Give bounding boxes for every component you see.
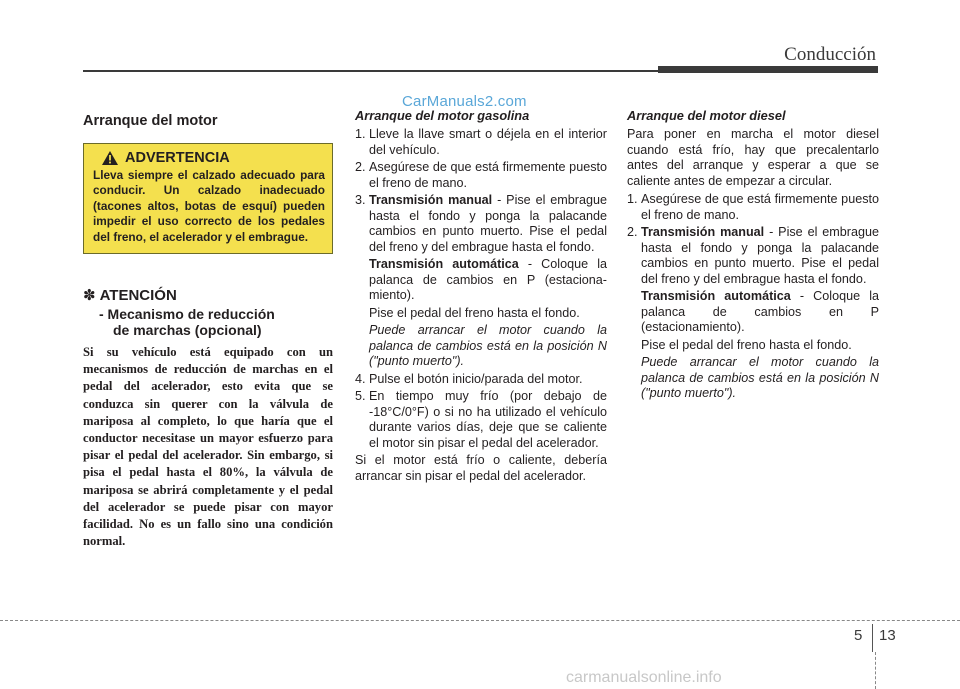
list-text [641,225,879,287]
list-text: Pulse el botón inicio/parada del motor. [369,371,583,386]
automatic-transmission-text: - Coloque la palanca de cambios en P (estacionamiento). [641,289,880,334]
attention-subtitle-line1: - Mecanismo de reducción [99,306,275,323]
list-text: Asegúrese de que está firmemente puesto el freno de mano. [641,192,879,222]
manual-transmission-label: Transmisión manual [641,225,765,239]
gasoline-start-title: Arranque del motor gasolina [355,108,530,123]
warning-box [83,143,333,254]
page-title: Arranque del motor [83,113,218,129]
watermark-bottom: carmanualsonline.info [566,669,722,686]
diesel-start-title: Arranque del motor diesel [627,108,786,123]
chapter-number: 5 [854,627,863,644]
list-text: Asegúrese de que está firmemente puesto el freno de mano. [369,160,607,190]
automatic-transmission-label: Transmisión automática [641,289,791,303]
watermark-top: CarManuals2.com [402,93,527,110]
neutral-note: Puede arrancar el motor cuando la palanca de cambios está en la posición N ("punto muerto"). [641,355,879,400]
automatic-transmission-text: - Coloque la palanca de cambios en P (estaciona-miento). [369,257,608,302]
header-rule [83,70,663,72]
list-number: 2. [627,225,638,239]
list-item [627,225,879,287]
list-item [355,193,607,255]
brake-instruction: Pise el pedal del freno hasta el fondo. [641,337,852,352]
cold-engine-paragraph: Si el motor está frío o caliente, debería arrancar sin pisar el pedal del acelerador. [355,453,607,483]
list-text: Lleve la llave smart o déjela en el interior del vehículo. [369,127,607,157]
list-item [627,192,879,223]
list-item [355,127,607,158]
list-number: 1. [627,192,638,206]
attention-heading [83,286,333,304]
list-item [355,372,607,388]
manual-transmission-label: Transmisión manual [369,193,493,207]
warning-text: Lleva siempre el calzado adecuado para conducir. Un calzado inadecuado (tacones altos, botas de esquí) pueden impedir el uso correcto de los pedales del freno, el acelerador y el embrague. [93,168,325,244]
list-text: En tiempo muy frío (por debajo de -18°C/0°F) o si no ha utilizado el vehículo durante varios días, deje que se caliente el motor sin pisar el pedal del acelerador. [369,389,607,450]
list-number: 2. [355,160,366,174]
list-number: 1. [355,127,366,141]
list-item [355,389,607,451]
warning-icon [101,150,119,166]
footer-rule [0,620,960,621]
automatic-transmission-paragraph [627,289,879,336]
attention-heading-text: ATENCIÓN [99,286,177,304]
list-number: 4. [355,371,366,386]
diesel-intro: Para poner en marcha el motor diesel cuando está frío, hay que precalentarlo antes del arranque y esperar a que se caliente antes de empezar a circular. [627,127,879,188]
list-text [369,193,607,255]
page-number-divider [872,624,873,652]
attention-body: Si su vehículo está equipado con un mecanismos de reducción de marchas en el pedal del acelerador, esto evita que se conduzca sin querer con la válvula de mariposa al completo, lo que haría que el conductor necesitase un mayor esfuerzo para pisar el pedal del acelerador. Sin embargo, si pisa el pedal hasta el 80%, la válvula de mariposa se abrirá completamente y el pedal del acelerador se puede pisar con mayor facilidad. No es un fallo sino una condición normal. [83,345,333,549]
automatic-transmission-label: Transmisión automática [369,257,519,271]
brake-instruction: Pise el pedal del freno hasta el fondo. [369,305,580,320]
attention-subtitle-line2: de marchas (opcional) [113,322,262,339]
manual-transmission-text: - Pise el embrague hasta el fondo y ponga la palacande cambios en punto muerto. Pise el pedal del freno y del embrague hasta el fondo. [641,225,879,286]
automatic-transmission-paragraph [355,257,607,304]
right-column [627,108,879,404]
list-number: 5. [355,389,366,403]
attention-mark-icon: ✽ [83,287,96,305]
list-number: 3. [355,193,366,207]
warning-heading-text: ADVERTENCIA [125,150,230,166]
middle-column [355,108,607,487]
manual-transmission-text: - Pise el embrague hasta el fondo y ponga la palacande cambios en punto muerto. Pise el pedal del freno y del embrague hasta el fondo. [369,193,607,254]
footer-vertical-rule [875,652,876,689]
section-title: Conducción [784,44,876,65]
header-rule-thick [658,66,878,73]
left-column [83,108,333,550]
warning-heading [101,150,325,166]
neutral-note: Puede arrancar el motor cuando la palanca de cambios está en la posición N ("punto muerto"). [369,323,607,368]
list-item [355,160,607,191]
page-number: 13 [879,627,896,644]
